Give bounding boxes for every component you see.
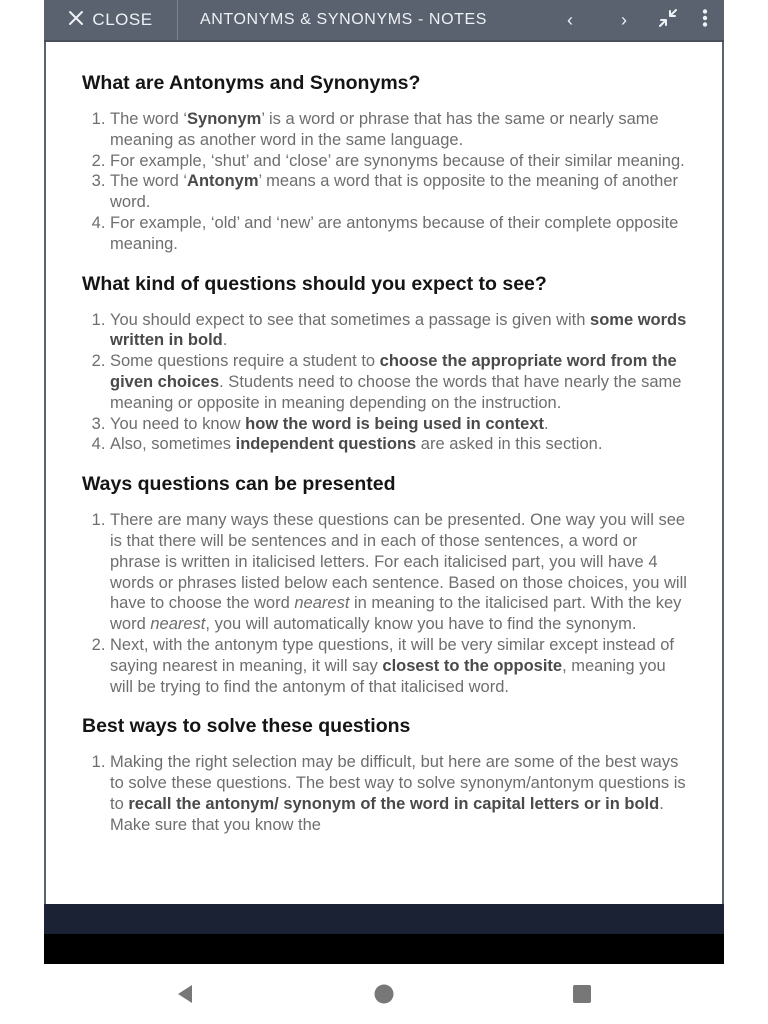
list-item: 2. Some questions require a student to choose the appropriate word from the given choices. Students need to choose the words that have nearly the same meaning or opposite in meaning depending on the instruction. — [110, 351, 690, 413]
recents-button[interactable] — [570, 982, 594, 1006]
list-item: 3. The word ‘Antonym’ means a word that is opposite to the meaning of another word. — [110, 171, 690, 213]
list-item: 1. There are many ways these questions can be presented. One way you will see is that there will be sentences and in each of those sentences, a word or phrase is written in italicised letters. For each italicised part, you will have 4 words or phrases listed below each sentence. Based on those choices, you will have to choose the word nearest in meaning to the italicised part. With the key word nearest, you will automatically know you have to find the synonym. — [110, 510, 690, 635]
back-button[interactable] — [173, 982, 197, 1006]
bold-text: recall the antonym/ synonym of the word in capital letters or in bold — [128, 794, 660, 813]
italic-text: nearest — [294, 594, 350, 613]
section-heading: What are Antonyms and Synonyms? — [82, 72, 421, 94]
list-item: 1. The word ‘Synonym’ is a word or phrase that has the same or nearly same meaning as another word in the same language. — [110, 109, 690, 151]
section-list — [82, 510, 690, 697]
close-button[interactable] — [44, 0, 178, 40]
section-list — [82, 310, 690, 456]
bold-text: how the word is being used in context — [245, 414, 545, 433]
notes-body — [46, 42, 722, 836]
bold-text: Antonym — [187, 172, 259, 191]
list-item: 1. Making the right selection may be difficult, but here are some of the best ways to solve these questions. The best way to solve synonym/antonym questions is to recall the antonym/ synonym of the word in capital letters or in bold. Make sure that you know the — [110, 752, 690, 835]
more-vert-icon — [695, 8, 715, 33]
back-triangle-icon — [173, 982, 197, 1006]
list-item: 2. Next, with the antonym type questions, it will be very similar except instead of saying nearest in meaning, it will say closest to the opposite, meaning you will be trying to find the antonym of that italicised word. — [110, 635, 690, 697]
list-item: 1. You should expect to see that sometimes a passage is given with some words written in bold. — [110, 310, 690, 352]
system-nav-bar — [0, 964, 768, 1024]
list-item: 3. You need to know how the word is being used in context. — [110, 414, 690, 435]
chevron-left-icon: ‹ — [567, 9, 573, 30]
previous-button[interactable] — [550, 0, 590, 40]
collapse-button[interactable] — [648, 0, 688, 40]
section-list — [82, 752, 690, 835]
bottom-panel — [44, 904, 724, 934]
list-item: 4. For example, ‘old’ and ‘new’ are antonyms because of their complete opposite meaning. — [110, 213, 690, 255]
top-app-bar — [44, 0, 724, 42]
chevron-right-icon: › — [621, 9, 627, 30]
next-button[interactable] — [604, 0, 644, 40]
close-icon — [68, 10, 84, 31]
home-button[interactable] — [372, 982, 396, 1006]
notes-content[interactable] — [44, 42, 724, 904]
list-item: 2. For example, ‘shut’ and ‘close’ are synonyms because of their similar meaning. — [110, 151, 690, 172]
bold-text: choose the appropriate word from the given choices — [110, 352, 677, 391]
section-list — [82, 109, 690, 255]
collapse-arrows-icon — [658, 8, 678, 33]
page-title: ANTONYMS & SYNONYMS - NOTES — [200, 11, 488, 28]
bottom-bar — [44, 934, 724, 964]
home-circle-icon — [372, 982, 396, 1006]
bold-text: some words written in bold — [110, 310, 687, 350]
section-heading: Ways questions can be presented — [82, 473, 396, 496]
recents-square-icon — [570, 982, 594, 1006]
italic-text: nearest — [150, 615, 206, 634]
list-item: 4. Also, sometimes independent questions are asked in this section. — [110, 434, 690, 455]
close-label: CLOSE — [92, 10, 153, 29]
bold-text: Synonym — [187, 110, 262, 128]
section-heading: What kind of questions should you expect to see? — [82, 272, 547, 295]
bold-text: independent questions — [235, 435, 417, 454]
section-heading: Best ways to solve these questions — [82, 715, 411, 738]
more-options-button[interactable] — [688, 0, 722, 40]
bold-text: closest to the opposite — [382, 656, 563, 675]
